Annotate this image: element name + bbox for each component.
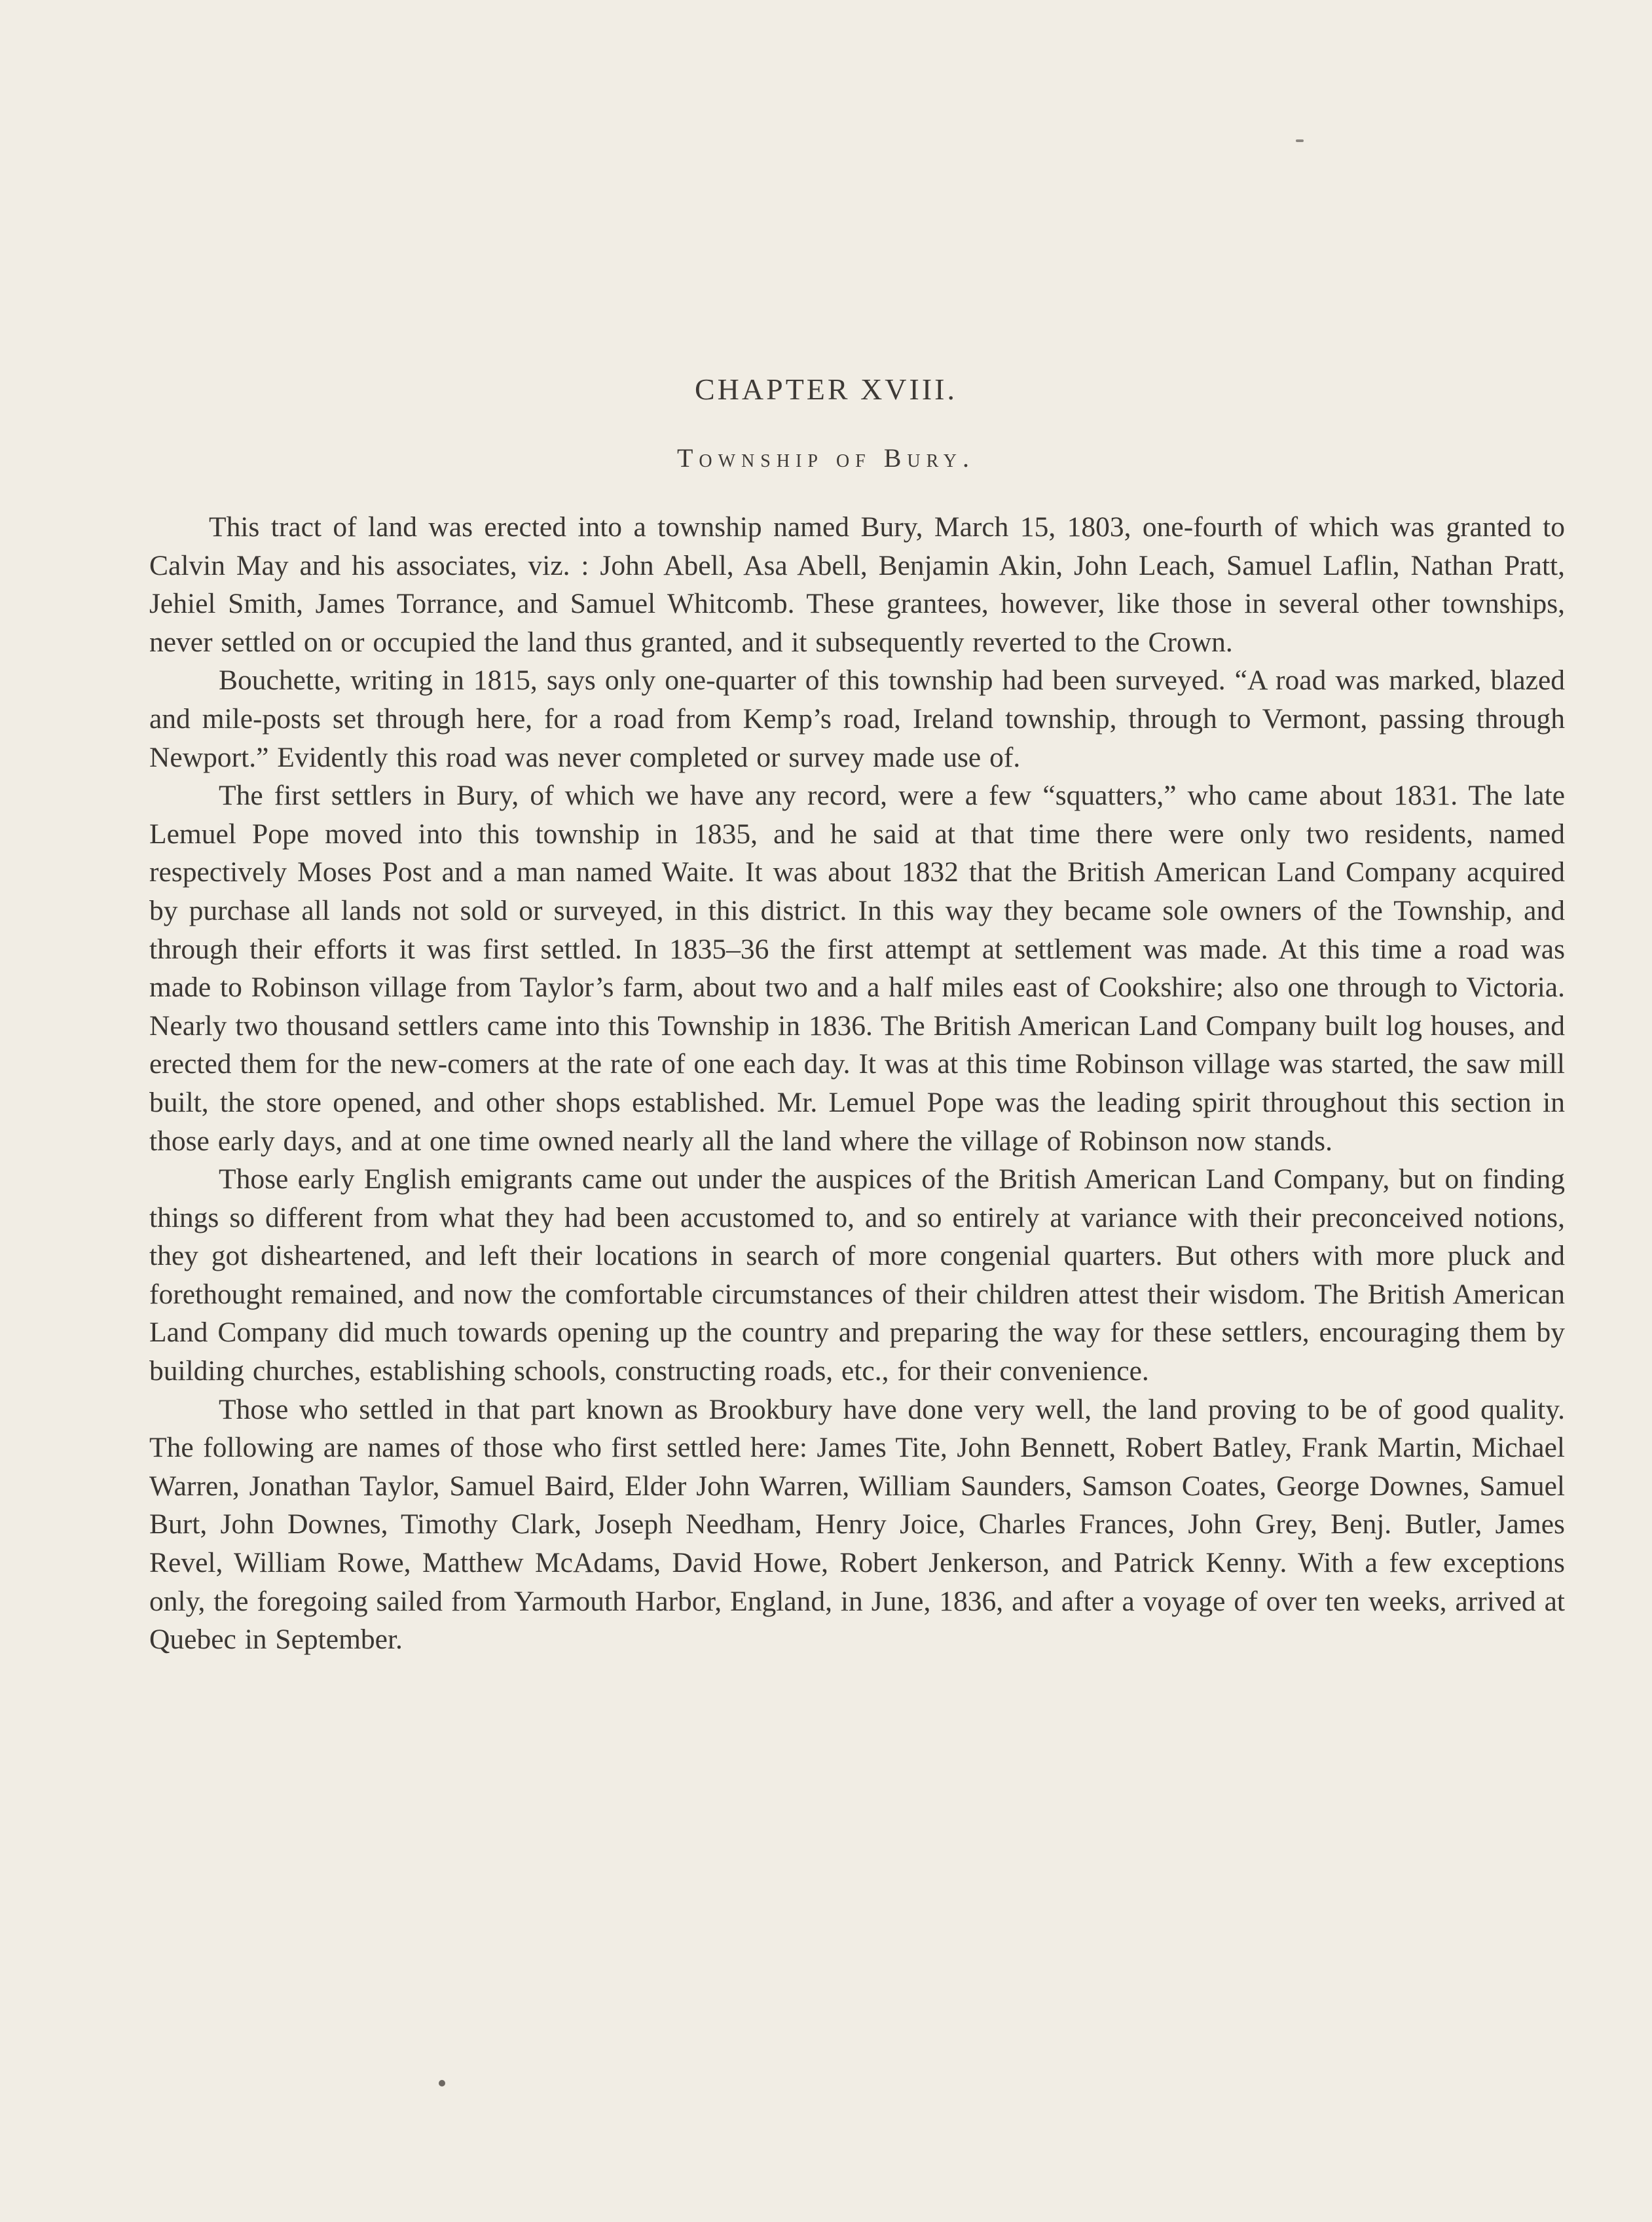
paragraph-3: The first settlers in Bury, of which we have any record, were a few “squatters,” who came about 1831. The late Lemuel Pope moved into this township in 1835, and he said at that time there were only two residents, named respectively Moses Post and a man named Waite. It was about 1832 that the British American Land Company acquired by purchase all lands not sold or surveyed, in this district. In this way they became sole owners of the Township, and through their efforts it was first settled. In 1835–36 the first attempt at settlement was made. At this time a road was made to Robinson village from Taylor’s farm, about two and a half miles east of Cookshire; also one through to Victoria. Nearly two thousand settlers came into this Township in 1836. The British American Land Company built log houses, and erected them for the new-comers at the rate of one each day. It was at this time Robinson village was started, the saw mill built, the store opened, and other shops established. Mr. Lemuel Pope was the leading spirit throughout this section in those early days, and at one time owned nearly all the land where the village of Robinson now stands.: [149, 780, 1565, 1157]
paragraph-4: Those early English emigrants came out under the auspices of the British American Land Company, but on finding things so different from what they had been accustomed to, and so entirely at variance with their preconceived notions, they got disheartened, and left their locations in search of more congenial quarters. But others with more pluck and forethought remained, and now the comfortable circumstances of their children attest their wisdom. The British American Land Company did much towards opening up the country and preparing the way for these settlers, encouraging them by building churches, establishing schools, constructing roads, etc., for their convenience.: [149, 1163, 1565, 1387]
ink-dot: [439, 2080, 445, 2086]
section-heading: Township of Bury.: [676, 443, 976, 473]
paragraph-2: Bouchette, writing in 1815, says only one-quarter of this township had been surveyed. “A road was marked, blazed and mile-posts set through here, for a road from Kemp’s road, Ireland township, through to Vermont, passing through Newport.” Evidently this road was never completed or survey made use of.: [149, 665, 1565, 773]
paper-speck: [1296, 139, 1304, 142]
chapter-heading: CHAPTER XVIII.: [695, 373, 957, 406]
paragraph-1: This tract of land was erected into a township named Bury, March 15, 1803, one-fourth of which was granted to Calvin May and his associates, viz. : John Abell, Asa Abell, Benjamin Akin, John Leach, Samuel Laflin, Nathan Pratt, Jehiel Smith, James Torrance, and Samuel Whitcomb. These grantees, however, like those in several other townships, never settled on or occupied the land thus granted, and it subsequently reverted to the Crown.: [149, 511, 1565, 658]
body-text: [149, 508, 1565, 1659]
paragraph-5: Those who settled in that part known as Brookbury have done very well, the land proving to be of good quality. The following are names of those who first settled here: James Tite, John Bennett, Robert Batley, Frank Martin, Michael Warren, Jonathan Taylor, Samuel Baird, Elder John Warren, William Saunders, Samson Coates, George Downes, Samuel Burt, John Downes, Timothy Clark, Joseph Needham, Henry Joice, Charles Frances, John Grey, Benj. Butler, James Revel, William Rowe, Matthew McAdams, David Howe, Robert Jenkerson, and Patrick Kenny. With a few exceptions only, the foregoing sailed from Yarmouth Harbor, England, in June, 1836, and after a voyage of over ten weeks, arrived at Quebec in September.: [149, 1393, 1565, 1656]
